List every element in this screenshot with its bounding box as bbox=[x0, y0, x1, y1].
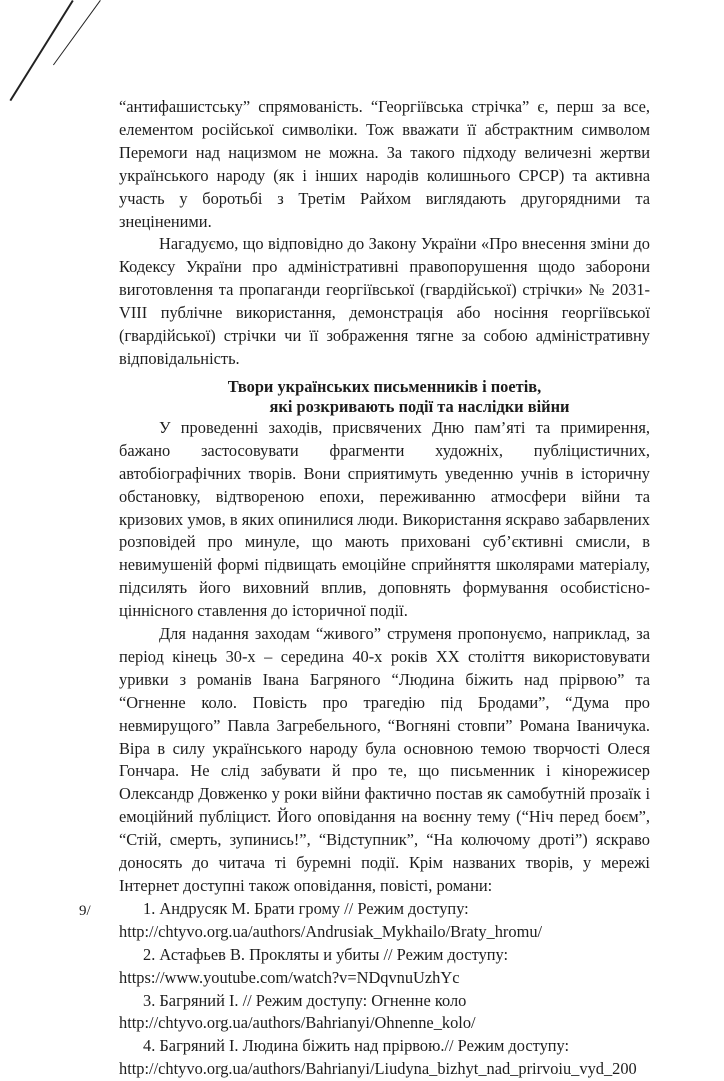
section-heading-line-2: які розкривають події та наслідки війни bbox=[269, 396, 570, 416]
scan-edge-line-2 bbox=[53, 0, 101, 65]
section-heading bbox=[119, 377, 650, 417]
paragraph-recommendations: Для надання заходам “живого” струменя пропонуємо, наприклад, за період кінець 30-х – середина 40-х років ХХ століття використовувати уривки з романів Івана Багряного “Людина біжить над прірвою” та “Огненне коло. Повість про трагедію під Бродами”, “Дума про невмирущого” Павла Загребельного, “Вогняні стовпи” Романа Іваничука. Віра в силу українського народу була основною темою творчості Олеся Гончара. Не слід забувати й про те, що письменник і кінорежисер Олександр Довженко у роки війни фактично постав як самобутній прозаїк і емоційний публіцист. Його оповідання на воєнну тему (“Ніч перед боєм”, “Стій, смерть, зупинись!”, “Відступник”, “На колючому дроті”) яскраво доносять до читача ті буремні події. Крім названих творів, у мережі Інтернет доступні також оповідання, повісті, романи: bbox=[119, 624, 650, 895]
source-item-url[interactable]: http://chtyvo.org.ua/authors/Bahrianyi/Ohnenne_kolo/ bbox=[119, 1013, 476, 1033]
source-item-title: 1. Андрусяк М. Брати грому // Режим доступу: bbox=[143, 898, 469, 918]
source-item-title: 2. Астафьев В. Прокляты и убиты // Режим доступу: bbox=[143, 944, 509, 964]
paragraph-law-reminder: Нагадуємо, що відповідно до Закону України «Про внесення зміни до Кодексу України про адміністративні правопорушення щодо заборони виготовлення та пропаганди георгіївської (гвардійської) стрічки» № 2031-VIII публічне використання, демонстрація або носіння георгіївської (гвардійської) стрічки чи її зображення тягне за собою адміністративну відповідальність. bbox=[119, 234, 650, 368]
source-item-url[interactable]: https://www.youtube.com/watch?v=NDqvnuUzhYc bbox=[119, 967, 460, 987]
source-item-url[interactable]: http://chtyvo.org.ua/authors/Andrusiak_Mykhailo/Braty_hromu/ bbox=[119, 921, 543, 941]
paragraph-continued: “антифашистську” спрямованість. “Георгіївська стрічка” є, перш за все, елементом російської символіки. Тож вважати її абстрактним символом Перемоги над нацизмом не можна. За такого підходу величезні жертви українського народу (як і інших народів колишнього СРСР) та активна участь у боротьбі з Третім Райхом виглядають другорядними та знеціненими. bbox=[119, 97, 650, 231]
sources-list bbox=[119, 898, 650, 1081]
section-heading-line-1: Твори українських письменників і поетів, bbox=[227, 376, 542, 396]
page-number: 9/ bbox=[79, 903, 91, 919]
source-item-title: 4. Багряний І. Людина біжить над прірвою.// Режим доступу: bbox=[143, 1036, 570, 1056]
paragraph-events: У проведенні заходів, присвячених Дню пам’яті та примирення, бажано застосовувати фрагменти художніх, публіцистичних, автобіографічних творів. Вони сприятимуть уведенню учнів в історичну обстановку, відтвореною епохи, переживанню атмосфери війни та кризових умов, в яких опинилися люди. Використання яскраво забарвлених розповідей про минуле, що мають приховані суб’єктивні смисли, в невимушеній формі підвищать емоційне сприйняття школярами матеріалу, підсилять його виховний вплив, доповнять формування особистісно-ціннісного ставлення до історичної події. bbox=[119, 417, 650, 621]
source-item-url[interactable]: http://chtyvo.org.ua/authors/Bahrianyi/Liudyna_bizhyt_nad_prirvoiu_vyd_200 bbox=[119, 1059, 637, 1079]
source-item-title: 3. Багряний І. // Режим доступу: Огненне коло bbox=[143, 990, 467, 1010]
document-body bbox=[119, 96, 650, 1081]
